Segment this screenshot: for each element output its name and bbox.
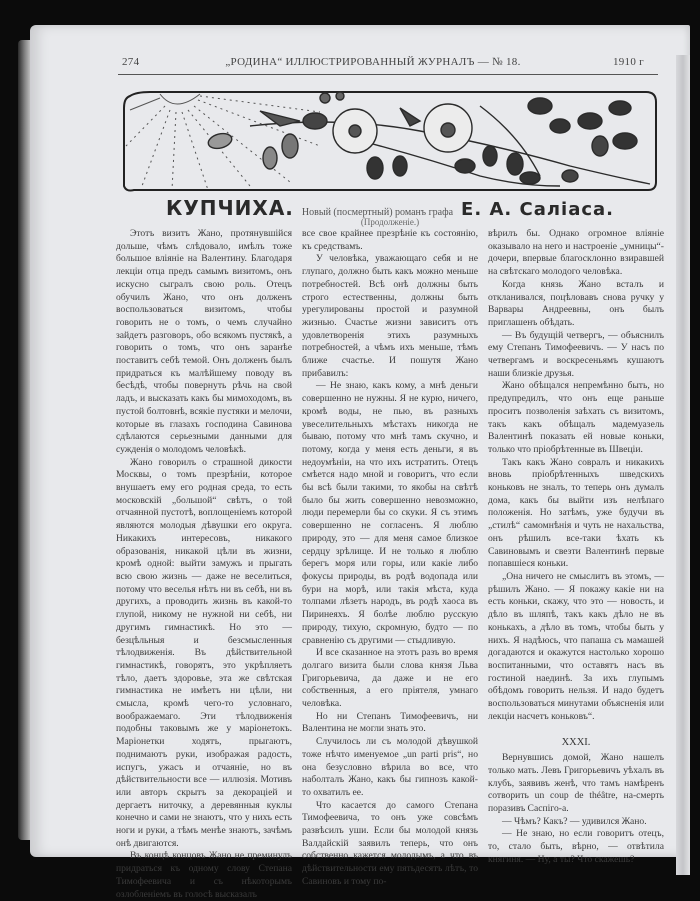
book-gutter-shadow xyxy=(676,55,690,875)
paragraph: — Не знаю, но если говоритъ отецъ, то, стало быть, вѣрно, — отвѣтила княгиня. — Ну, а ты? Что скажешь? xyxy=(488,828,664,865)
paragraph: Въ концѣ концовъ Жано не преминулъ придраться къ одному слову Степана Тимофеевича и съ нѣкоторымъ озлобленіемъ въ голосѣ высказалъ xyxy=(116,850,292,900)
floral-banner-illustration xyxy=(120,86,660,194)
paragraph: Но ни Степанъ Тимофеевичъ, ни Валентина не могли знать это. xyxy=(302,710,478,735)
text-column-1 xyxy=(116,228,292,901)
text-column-2 xyxy=(302,228,478,889)
paragraph: Такъ какъ Жано совралъ и никакихъ вновь пріобрѣтенныхъ шведскихъ коньковъ не зналъ, то теперь онъ думалъ дома, какъ бы выйти изъ нелѣпаго положенія. Но затѣмъ, уже будучи въ „стилѣ“ самомнѣнія и чуть не нахальства, онъ рѣшилъ все-таки ѣхать къ Савиновымъ и свезти Валентинѣ первые попавшіеся коньки. xyxy=(488,456,664,570)
paragraph: Этотъ визитъ Жано, протянувшійся дольше, чѣмъ слѣдовало, имѣлъ тоже большое вліяніе на Валентину. Благодаря лекціи отца предъ самымъ визитомъ, онъ искусно сыгралъ свою роль. Отецъ обучилъ Жано, что онъ долженъ воспользоваться визитомъ, чтобы говорить не о томъ, о чемъ случайно зайдетъ разговоръ, обо всякомъ пустякѣ, а говорить о томъ, что онъ заранѣе поставитъ себѣ темой. Онъ долженъ былъ придраться къ малѣйшему поводу въ бесѣдѣ, чтобы повернуть рѣчь на свой ладъ, и высказать какъ бы мимоходомъ, въ пустой болтовнѣ, всякіе пустяки и мелочи, которые въ глазахъ господина Савинова сдѣлаются серьезными данными для сужденія о молодомъ человѣкѣ. xyxy=(116,228,292,455)
chapter-heading: XXXI. xyxy=(561,737,591,749)
issue-year: 1910 г xyxy=(612,56,644,68)
paragraph: Жано говорилъ о страшной дикости Москвы, о томъ презрѣніи, которое внушаетъ ему его родная среда, то есть московскій „большой“ свѣтъ, о той отчаянной пустотѣ, воплощеніемъ которой являются молодыя дѣвушки его округа. Никакихъ интересовъ, никакого образованія, никакой цѣли въ жизни, кромѣ одной: выйти замужъ и прыгать всю свою жизнь — даже не веселиться, потому что веселья нѣтъ ни въ себѣ, ни въ другихъ, а проводить жизнь въ какой-то глупой, никому не нужной ни себѣ, ни другимъ гимнастикѣ. Но это — безцѣльныя и безсмысленныя тѣлодвиженія. Въ дѣйствительной гимнастикѣ, говорятъ, это укрѣпляетъ тѣло, даетъ здоровье, эта же свѣтская гимнастика не имѣетъ ни цѣли, ни смысла, кромѣ чего-то условнаго, воображаемаго. Эти тѣлодвиженія подобны таковымъ же у маріонетокъ. Маріонетки ходятъ, прыгаютъ, поднимаютъ руки, изображая радость, испугъ, ужасъ и отчаяніе, но въ дѣйствительности все — иллюзія. Мотивъ или авторъ скрытъ за декораціей и дергаетъ ниточку, а деревянныя куклы конечно и сами не знаютъ, что у нихъ есть ноги и руки, а тѣмъ менѣе знаютъ, зачѣмъ онѣ двигаются. xyxy=(116,456,292,849)
article-author: Е. А. Саліаса. xyxy=(461,199,614,220)
paragraph: У человѣка, уважающаго себя и не глупаго, должно быть какъ можно меньше потребностей. Всѣ онѣ должны быть строго естественны, должны быть урегулированы простой и разумной жизнью. Счастье жизни зависитъ отъ удовлетворенія этихъ разумныхъ потребностей, а чѣмъ ихъ меньше, тѣмъ ближе счастье. И пошутя Жано прибавилъ: xyxy=(302,253,478,379)
page-number: 274 xyxy=(122,56,140,68)
journal-title: „РОДИНА“ ИЛЛЮСТРИРОВАННЫЙ ЖУРНАЛЪ — № 18. xyxy=(225,56,521,68)
paragraph: — Въ будущій четвергъ, — объяснилъ ему Степанъ Тимофеевичъ. — У насъ по четвергамъ и воскресеньямъ кушаютъ наши близкіе друзья. xyxy=(488,329,664,379)
paragraph: „Она ничего не смыслитъ въ этомъ, — рѣшилъ Жано. — Я покажу какіе ни на есть коньки, скажу, что это — новость, и дѣло въ шляпѣ, такъ какъ дѣло не въ конькахъ, а дѣло въ томъ, чтобы быть у нихъ. Я надѣюсь, что папаша съ мамашей догадаются и окажутся настолько хорошо воспитанными, что оставятъ насъ въ гостиной наединѣ. За ихъ глупымъ обѣдомъ говорить нельзя. И надо будетъ воспользоваться минутами объясненія или лекціи насчетъ коньковъ“. xyxy=(488,570,664,722)
running-header xyxy=(122,56,680,72)
paragraph: Вернувшись домой, Жано нашелъ только мать. Левъ Григорьевичъ уѣхалъ въ клубъ, заявивъ женѣ, что тамъ намѣренъ сотворить un coup de théâtre, на-смерть поразивъ Саспіго-а. xyxy=(488,752,664,814)
paragraph: все свое крайнее презрѣніе къ состоянію, къ средствамъ. xyxy=(302,228,478,252)
text-column-3 xyxy=(488,228,664,866)
paragraph: Жано обѣщался непремѣнно быть, но предупредилъ, что онъ еще раньше проситъ позволенія заѣхать съ визитомъ, такъ какъ обѣщалъ мадемуазель Валентинѣ показать ей новые коньки, только что пріобрѣтенные въ Швеціи. xyxy=(488,380,664,455)
paragraph: — Чѣмъ? Какъ? — удивился Жано. xyxy=(502,815,647,827)
paragraph: Случилось ли съ молодой дѣвушкой тоже нѣчто именуемое „un parti pris“, но она безусловно вѣрила во все, что наболталъ Жано, какъ бы гипнозъ какой-то охватилъ ее. xyxy=(302,736,478,798)
paragraph: И все сказанное на этотъ разъ во время долгаго визита были слова князя Льва Григорьевича, да даже и не его собственныя, а его пріятеля, умнаго человѣка. xyxy=(302,647,478,710)
paragraph: вѣрилъ бы. Однако огромное вліяніе оказывало на него и настроеніе „умницы“-дочери, впервые благосклонно взиравшей на свѣтскаго молодого человѣка. xyxy=(488,228,664,278)
article-title: КУПЧИХА. xyxy=(166,196,294,220)
article-subtitle: (Продолженіе.) xyxy=(360,217,420,227)
paragraph: Что касается до самого Степана Тимофеевича, то онъ уже совсѣмъ развѣсилъ уши. Если бы молодой князь Валдайскій заявилъ теперь, что онъ собственно кажется молодымъ, а что въ дѣйствительности ему пятьдесятъ лѣтъ, то Савиновъ и тому по- xyxy=(302,799,478,887)
header-rule xyxy=(118,74,658,75)
article-byline: Новый (посмертный) романъ графа xyxy=(301,207,454,218)
paragraph: Когда князь Жано всталъ и откланивался, поцѣловавъ снова ручку у Варвары Андреевны, онъ былъ приглашенъ обѣдать. xyxy=(488,278,664,328)
paragraph: — Не знаю, какъ кому, а мнѣ деньги совершенно не нужны. Я не курю, ничего, кромѣ воды, не пью, въ разныхъ увеселительныхъ мѣстахъ никогда не бываю, потому что мнѣ тамъ скучно, и потому, когда у меня есть деньги, я въ недоумѣніи, на что ихъ истратить. Отецъ смѣется надо мной и говоритъ, что если бы всѣ были такими, то якобы на свѣтѣ было бы жить совершенно невозможно, люди перемерли бы со скуки. Я съ этимъ совершенно не согласенъ. Я люблю природу, это — для меня самое близкое сердцу зрѣлище. И не только я люблю берегъ моря или горы, или какіе либо фокусы природы, въ родѣ водопада или бури на морѣ, или такія мѣста, куда толпами лѣзетъ народъ, въ родѣ хаоса въ Пиринеяхъ. Я болѣе люблю русскую природу, тихую, скромную, будто — по сравненію съ другими — стыдливую. xyxy=(302,380,478,646)
